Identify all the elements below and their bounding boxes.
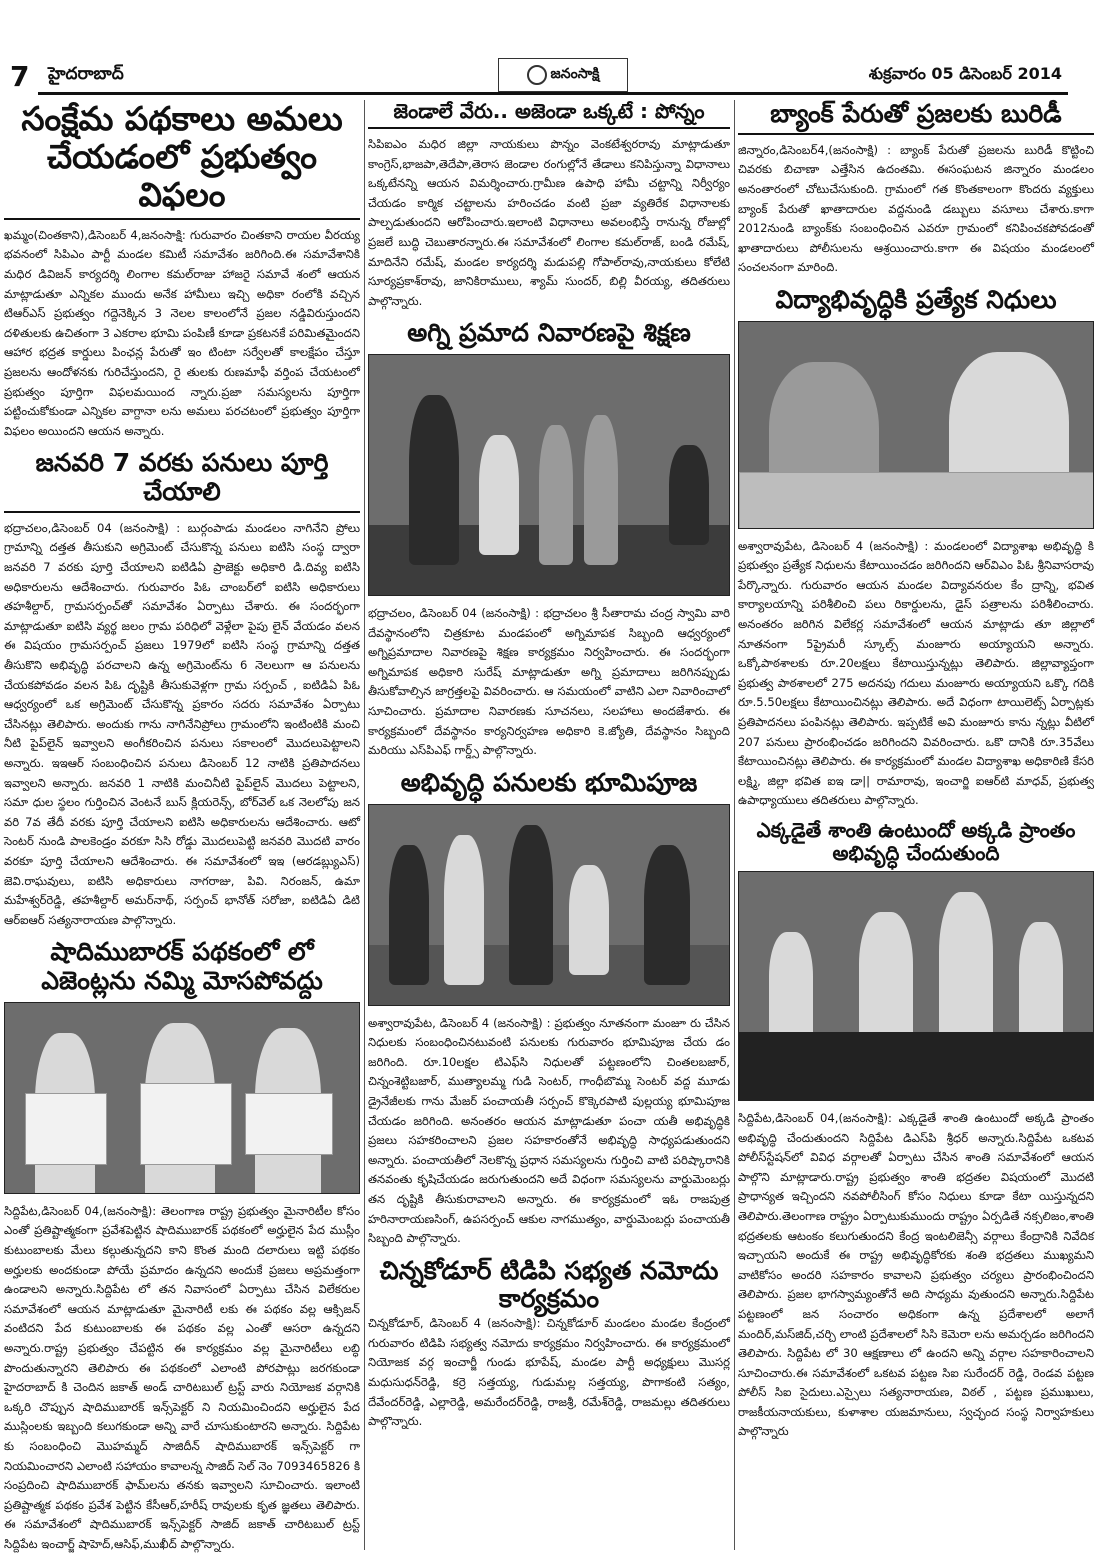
article-body: సిద్దిపేట,డిసెంబర్ 04,(జనంసాక్షి): ఎక్కడైతే శాంతి ఉంటుందో అక్కడి ప్రాంతం అభివృద్ధి చేందుతుందని సిద్దిపేట డిఎస్‌పి శ్రీధర్ అన్నారు.సిద్దిపేట ఒకటవ పోలీస్‌స్టేషన్‌లో వివిధ వర్గాలతో ఏర్పాటు చేసిన శాంతి సమావేశంలో ఆయన పాల్గొని మాట్లాడారు.రాష్ట్ర ప్రభుత్వం శాంతి భద్రతల విషయంలో మొదటి ప్రాధాన్యత ఇచ్చిందని నవపోలీసింగ్ కోసం నిధులు కూడా కేటా యిస్తున్నదని తెలిపారు.తెలంగాణ రాష్ట్రం ఏర్పాటుకుముందు రాష్ట్రం ఏర్పడితే నక్సలిజం,శాంతి భద్రతలకు ఆటంకం కలుగుతుందని కేంద్ర ఇంటలిజెన్సీ వర్గాలు కేంద్రానికి నివేదిక ఇచ్చాయని అందుకే ఈ రాష్ట్ర అభివృద్ధికోరకు శంతి భద్రతలు ముఖ్యమని వాటికోసం అందరి సహకారం కావాలని ప్రభుత్వం చర్యలు ప్రారంభించిందని తెలిపారు. ప్రజల భాగస్వామ్యంతోనే అది సాధ్యమ వుతుందని అన్నారు.సిద్దిపేట పట్టణంలో జన సంచారం అధికంగా ఉన్న ప్రదేశాలలో అలాగే మందిర్,మస్‌జిద్,చర్చి లాంటి ప్రదేశాలలో సిసి కెమెరా లను అమర్చడం జరిగిందని తెలిపారు. సిద్దిపేట లో 30 ఆక్షణాలు లో ఉందని అన్ని వర్గాల సహకారించాలని సూచించారు.ఈ సమావేశంలో ఒకటవ పట్టణ సిఐ సురేందర్ రెడ్డి, రెండవ పట్టణ పోలీస్ సిఐ సైదులు.ఎస్సైలు సత్యనారాయణ, విఠల్ , పట్టణ ప్రముఖులు, రాజకీయనాయకులు, కుళాశాల యజమానులు, స్వచ్ఛంద సంస్థ నిర్వాహకులు పాల్గొన్నారు bbox=[738, 1110, 1094, 1439]
article-photo bbox=[738, 871, 1094, 1101]
photo-figure bbox=[479, 435, 519, 555]
article-photo bbox=[4, 1002, 360, 1194]
article-photo bbox=[368, 804, 730, 1006]
article-body: చిన్నకోడూర్, డిసెంబర్ 4 (జనంసాక్షి): చిన్నకోడూర్ మండలం మండల కేంద్రంలో గురువారం టిడిపి సభ్యత్వ నమోదు కార్యక్రమం నిర్వహించారు. ఈ కార్యక్రమంలో నియోజక వర్గ ఇంచార్జీ గుండు భూపేష్, మండల పార్టీ అధ్యక్షులు మొసర్ల మధుసుధన్‌రెడ్డి, కర్రె సత్తయ్య, గుడుమల్ల సత్తయ్య, పొగాకంటి సత్యం, దేవేందర్‌రెడ్డి, ఎల్లారెడ్డి, అమరేందర్‌రెడ్డి, రాజశ్రీ, రమేశ్‌రెడ్డి, రాజమల్లు తదితరులు పాల్గొన్నారు. bbox=[368, 1316, 730, 1429]
photo-leaflet bbox=[245, 1093, 333, 1155]
column-left bbox=[4, 100, 360, 1563]
article-body: ఖమ్మం(చింతకాని),డిసెంబర్ 4,జనంసాక్షి: గురువారం చింతకాని రాయల వీరయ్య భవనంలో సిపిఎం పార్టీ మండల కమిటీ సమావేశం జరిగింది.ఈ సమావేశానికి మధిర డివిజన్ కార్యదర్శి లింగాల కమల్‌రాజు హాజరై సమావే శంలో ఆయన మాట్లాడుతూ ఎన్నికల ముందు అనేక హామీలు ఇచ్చి అధికా రంలోకి వచ్చిన టిఆర్‌ఎస్ ప్రభుత్వం గద్దెనెక్కిన 3 నెలల కాలంలోనే ప్రజల నడ్డివిరుస్తుందని దళితులకు ఉచితంగా 3 ఎకరాల భూమి పంపిణీ కూడా ప్రకటనకే పరిమితమైందని ఆహార భద్రత కార్డులు పింఛన్ల పేరుతో ఇం టింటా సర్వేలతో కాలక్షేపం చేస్తూ ప్రజలను ఆందోళనకు గురిచేస్తుందని, రై తులకు రుణమాఫీ వర్తింప చేయటంలో ప్రభుత్వం పూర్తిగా విఫలమయింద న్నారు.ప్రజా సమస్యలను పూర్తిగా పట్టించుకోకుండా ఎన్నికల వాగ్దానా లను అమలు పరచటంలో ప్రభుత్వం పూర్తిగా విఫలం అయిందని ఆయన అన్నారు. bbox=[4, 227, 360, 438]
photo-figure bbox=[669, 445, 709, 545]
photo-figure bbox=[409, 395, 459, 565]
article-headline: బ్యాంక్ పేరుతో ప్రజలకు బురిడీ bbox=[738, 100, 1094, 135]
article-headline: అభివృద్ధి పనులకు భూమిపూజ bbox=[400, 767, 698, 797]
article-headline: చిన్నకోడూర్ టిడిపి సభ్యత నమోదు కార్యక్రమం bbox=[379, 1255, 719, 1314]
article-body: సిద్దిపేట,డిసెంబర్ 04,(జనంసాక్షి): తెలంగాణ రాష్ట్ర ప్రభుత్వం మైనారిటీల కోసం ఎంతో ప్రతిష్టాత్మకంగా ప్రవేశపెట్టిన షాదిముబారక్ పథకంలో అర్హులైన పేద ముస్లీం కుటుంబాలకు మేలు కల్గుతున్నదని కాని కొంత మంది దలారులు ఇట్టి పథకం అర్హులకు అందకుండా పోయే ప్రమాదం ఉన్నదని అందుకే ప్రజలు అప్రమత్తంగా ఉండాలని అన్నారు.సిద్దిపేట లో తన నివాసంలో ఏర్పాటు చేసిన విలేకరుల సమావేశంలో ఆయన మాట్లాడుతూ మైనారిటీ లకు ఈ పథకం వల్ల ఆక్సిజన్ వంటిదని పేద కుటుంబాలకు ఈ పథకం వల్ల ఎంతో ఆసరా ఉన్నదని అన్నారు.రాష్ట్ర ప్రభుత్వం చేపట్టిన ఈ కార్యక్రమం వల్ల మైనారిటీలు లబ్ధి పొందుతున్నారని తెలిపారు ఈ పథకంలో ఎలాంటి పోరపాట్లు జరగకుండా హైదరాబాద్ కి చెందిన జకాత్ అండ్ చారిటబుల్ ట్రస్ట్ వారు నియోజక వర్గానికి ఒక్కరి చొప్పున షాదిముబారక్ ఇన్స్‌పెక్టర్ ని నియమించిందని అర్హులైన పేద ముస్లింలకు ఇబ్బంది కలుగకుండా అన్ని వారే చూసుకుంటారని అన్నారు. సిద్దిపేట కు సంబంధించి మొహమ్మద్ సాజిదీన్ షాదిముబారక్ ఇన్స్‌పెక్టర్ గా నియమించారని ఎలాంటి సహాయం కావాలన్న సాజిద్ సెల్ నెం 7093465826 కి సంప్రదించి షాదిముబారక్ ఫామ్‌లను తనకు ఇవ్వాలని సూచించారు. ఇలాంటి ప్రతిష్టాత్మక పథకం ప్రవేశ పెట్టిన కేసీఆర్,హరీష్ రావులకు కృత జ్ఞతలు తెలిపారు. ఈ సమావేశంలో షాదిముబారక్ ఇన్స్‌పెక్టర్ సాజిద్ జకాత్ చారిటబుల్ ట్రస్ట్ సిద్దిపేట ఇంచార్జ్ షాహెద్,ఆసిఫ్,ముఖీద్ పాల్గొన్నారు. bbox=[4, 1203, 360, 1551]
logo-emblem-icon bbox=[527, 65, 547, 85]
article-flags-differ bbox=[368, 100, 730, 311]
column-middle bbox=[368, 100, 730, 1440]
page-number: 7 bbox=[10, 60, 30, 93]
photo-figure bbox=[444, 835, 484, 985]
photo-figure bbox=[859, 912, 913, 1042]
article-body: అశ్వారావుపేట, డిసెంబర్ 4 (జనంసాక్షి) : ప్రభుత్వం నూతనంగా మంజూ రు చేసిన నిధులకు సంబంధించినటువంటి పనులకు గురువారం భూమిపూజ చేయ డం జరిగింది. రూ.10లక్షల టిఎఫ్‌సి నిధులతో పట్టణంలోని చింతలబజార్, చిన్నంశెట్టిబజార్, ముత్యాలమ్మ గుడి సెంటర్, గాంధీబొమ్మ సెంటర్ వద్ద మూడు డ్రైనేజీలకు గాను మేజర్ పంచాయతీ సర్పంచ్ కొక్కెరపాటి పుల్లయ్య భూమిపూజ చేయడం జరిగింది. అనంతరం ఆయన మాట్లాడుతూ పంచా యతీ అభివృద్ధికి ప్రజలు సహకరించాలని ప్రజల సహకారంతోనే అభివృద్ధి సాధ్యపడుతుందని అన్నారు. పంచాయతీలో నెలకొన్న ప్రధాన సమస్యలను గుర్తించి వాటి పరిష్కారానికి తనవంతు కృషిచేయడం జరుగుతుందని అదే విధంగా సమస్యలను వార్డుమెంబర్లు తన దృష్టికి తీసుకురావాలని అన్నారు. ఈ కార్యక్రమంలో ఇఓ రాజపుత్ర హరినారాయణసింగ్, ఉపసర్పంచ్ ఆకుల నాగముత్యం, వార్డుమెంబర్లు పంచాయతీ సిబ్బంది పాల్గొన్నారు. bbox=[368, 1015, 730, 1246]
article-welfare-schemes bbox=[4, 100, 360, 441]
article-body: సిపిఐఎం మధిర జిల్లా నాయకులు పొన్నం వెంకటేశ్వరరావు మాట్లాడుతూ కాంగ్రెస్,భాజపా,తెదేపా,తెరాస జెండాల రంగుల్లోనే తేడాలు కనిపిస్తున్నా విధానాలు ఒక్కటేనన్ని ఆయన విమర్శించారు.గ్రామీణ ఉపాధి హామీ చట్టాన్ని నిర్వీర్యం చేయడం కార్మిక చట్టాలను హరించడం వంటి ప్రజా వ్యతిరేక విధానాలకు పాల్పడుతుందని ఆరోపించారు.ఇలాంటి విధానాలు అవలంభిస్తే రానున్న రోజుల్లో ప్రజలే బుద్ధి చెబుతారన్నారు.ఈ సమావేశంలో లింగాల కమల్‌రాజ్, బండి రమేష్, మాదినేని రమేష్, మండల కార్యదర్శి మడుపల్లి గోపాల్‌రావు,నాయకులు కోలేటి సూర్యప్రకాశ్‌రావు, జానికిరాములు, శ్యామ్ సుందర్, బిల్లి వీరయ్య, తదితరులు పాల్గొన్నారు. bbox=[368, 137, 730, 308]
edition-city: హైదరాబాద్ bbox=[48, 64, 124, 84]
article-headline: అగ్ని ప్రమాద నివారణపై శిక్షణ bbox=[407, 318, 691, 348]
photo-table bbox=[739, 472, 1094, 529]
article-headline: జెండాలే వేరు.. అజెండా ఒక్కటే : పోన్నం bbox=[368, 100, 730, 129]
article-body: భద్రాచలం,డిసెంబర్ 04 (జనంసాక్షి) : బుర్గంపాడు మండలం నాగినేని ప్రోలు గ్రామాన్ని దత్తత తీసుకుని అగ్రిమెంట్ చేసుకొన్న పనులు ఐటిసి సంస్థ ద్వారా జనవరి 7 వరకు పూర్తి చేయాలని ఐటిడిఏ ప్రాజెక్టు అధికారి డి.దివ్య ఐటిసి అధికారులను ఆదేశించారు. గురువారం పిఓ చాంబర్‌లో ఐటిసి అధికారులు తహశీల్దార్, గ్రామసర్పంచ్‌తో సమావేశం ఏర్పాటు చేశారు. ఈ సందర్భంగా మాట్లాడుతూ ఐటిసి వ్యర్థ జలం గ్రామ పరిధిలో వెళ్లేలా పైపు లైన్ వేయడం వలన ఈ విషయం గ్రామసర్పంచ్ ప్రజలు 1979లో ఐటిసి సంస్థ గ్రామాన్ని దత్తత తీసుకొని అభివృద్ధి పరచాలని ఉన్న అగ్రిమెంట్‌ను 6 నెలలుగా ఆ పనులను చేయకపోవడం వలన పిఓ దృష్టికి తీసుకువెళ్లగా గ్రామ సర్పంచ్ , ఐటిడిఏ పిఓ ఆధ్వర్యంలో ఒక అగ్రిమెంట్ చేసుకొన్న ప్రకారం సదరు సమావేశం ఏర్పాటు చేసినట్లు తెలిపారు. అందుకు గాను నాగినేనిప్రోలు గ్రామంలోని ఇంటింటికి మంచి నీటి పైప్‌లైన్ ఇవ్వాలని అంగీకరించిన పనులు సకాలంలో మొదలుపెట్టాలని అన్నారు. ఇఇఆర్ సంబంధించిన పనులు డిసెంబర్ 12 నాటికి ప్రతిపాదనలు ఇవ్వాలని అన్నారు. జనవరి 1 నాటికి మంచినీటి పైప్‌లైన్ మొదలు పెట్టాలని, సమా ధుల స్థలం గుర్తించిన వెంటనే బుస్ క్లియరెన్స్, బోర్‌వెల్ ఒక నెలలోపు జన వరి 7వ తేదీ వరకు పూర్తి చేయాలని ఐటిసి అధికారులను ఆదేశించారు. ఆటో సెంటర్ నుండి పాలకెండ్రం వరకూ సిసి రోడ్డు మొదలుపెట్టి జనవరి మొదటి వారం వరకూ పూర్తి చేయాలని ఆదేశించారు. ఈ సమావేశంలో ఇఇ (ఆరడబ్ల్యుఎస్) జెవి.రాఘవులు, ఐటిసి అధికారులు నాగరాజు, పివి. నిరంజన్, ఉమా మహేశ్వర్‌రెడ్డి, తహశీల్దార్ అమర్‌నాథ్, సర్పంచ్ భానోత్ సరోజా, ఐటిడిఏ డిటి ఆర్‌ఐఆర్ సత్యనారాయణ పాల్గొన్నారు. bbox=[4, 520, 360, 927]
photo-figure bbox=[539, 425, 573, 565]
article-headline: విద్యాభివృద్ధికి ప్రత్యేక నిధులు bbox=[775, 284, 1057, 314]
photo-figure bbox=[389, 845, 429, 985]
newspaper-logo bbox=[498, 58, 628, 92]
article-peace-meeting bbox=[738, 819, 1094, 1442]
column-divider bbox=[364, 100, 365, 1550]
article-headline: ఎక్కడైతే శాంతి ఉంటుందో అక్కడి ప్రాంతం అభివృద్ధి చేందుతుంది bbox=[756, 817, 1076, 865]
issue-date: శుక్రవారం 05 డిసెంబర్ 2014 bbox=[868, 64, 1062, 83]
article-body: జిన్నారం,డిసెంబర్4,(జనంసాక్షి) : బ్యాంక్ పేరుతో ప్రజలను బురిడీ కొట్టించి చివరకు బిచాణా ఎత్తేసిన ఉదంతమి. ఈసంఘటన జిన్నారం మండలం అనంతారంలో చోటుచేసుకుంది. గ్రామంలో గత కొంతకాలంగా కొందరు వ్యక్తులు బ్యాంక్ పేరుతో ఖాతాదారుల వద్దనుండి డబ్బులు వసూలు చేశారు.కాగా 2012నుండి బ్యాంక్‌కు సంబంధించిన ఎవరూ గ్రామంలో కనిపించకపోవడంతో ఖాతాదారులు పోలీసులను ఆశ్రయించారు.కాగా ఈ విషయం మండలంలో సంచలనంగా మారింది. bbox=[738, 142, 1094, 275]
photo-table bbox=[739, 1032, 1094, 1100]
photo-figure bbox=[939, 892, 993, 1042]
photo-figure bbox=[644, 845, 690, 985]
article-fire-training bbox=[368, 319, 730, 761]
photo-figure bbox=[584, 415, 618, 565]
photo-figure bbox=[569, 865, 609, 975]
article-photo bbox=[738, 321, 1094, 529]
logo-text: జనంసాక్షి bbox=[550, 65, 600, 82]
photo-leaflet bbox=[25, 1093, 107, 1165]
article-body: భద్రాచలం, డిసెంబర్ 04 (జనంసాక్షి) : భద్రాచలం శ్రీ సీతారామ చంద్ర స్వామి వారి దేవస్థానంలోని చిత్రకూట మండపంలో అగ్నిమాపక సిబ్బంది ఆధ్వర్యంలో అగ్నిప్రమాదాల నివారణపై శిక్షణ కార్యక్రమం నిర్వహించారు. ఈ సందర్భంగా అగ్నిమాపక అధికారి సురేష్ మాట్లాడుతూ అగ్ని ప్రమాదాలు జరిగినప్పుడు తీసుకోవాల్సిన జాగ్రత్తలపై వివరించారు. ఆ సమయంలో వాటిని ఎలా నివారించాలో సూచించారు. ప్రమాదాల నివారణకు సూచనలు, సలహాలు అందజేశారు. ఈ కార్యక్రమంలో దేవస్థానం కార్యనిర్వహణ అధికారి కె.జ్యోతి, దేవస్థానం సిబ్బంది మరియు ఎస్‌పిఎఫ్ గార్డ్స్ పాల్గొన్నారు. bbox=[368, 606, 730, 758]
article-bank-fraud bbox=[738, 100, 1094, 278]
article-works-deadline bbox=[4, 449, 360, 930]
article-headline: సంక్షేమ పథకాలు అమలు చేయడంలో ప్రభుత్వం విఫలం bbox=[4, 100, 360, 220]
column-divider bbox=[734, 100, 735, 1550]
article-headline: జనవరి 7 వరకు పనులు పూర్తి చేయాలి bbox=[4, 449, 360, 513]
article-education-funds bbox=[738, 286, 1094, 811]
article-body: అశ్వారావుపేట, డిసెంబర్ 4 (జనంసాక్షి) : మండలంలో విద్యాశాఖ అభివృద్ధి కి ప్రభుత్వం ప్రత్యేక నిధులను కేటాయించడం జరిగిందని ఆర్‌విఎం పిఓ శ్రీనివాసరావు పేర్కొన్నారు. గురువారం ఆయన మండల విద్యావనరుల కేం ద్రాన్ని, భవిత కార్యాలయాన్ని పరిశీలించి పలు రికార్డులను, డైస్ పత్రాలను పరిశీలించారు. అనంతరం జరిగిన విలేకర్ల సమావేశంలో ఆయన మాట్లాడు తూ జిల్లాలో నూతనంగా 5ప్రైమరీ స్కూల్స్ మంజూరు అయ్యాయని అన్నారు. ఒక్కోపాఠశాలకు రూ.20లక్షలు కేటాయిస్తున్నట్లు తెలిపారు. జిల్లావ్యాప్తంగా ప్రభుత్వ పాఠశాలలో 275 అదనపు గదులు మంజూరు అయ్యాయని ఒక్కొ గదికి రూ.5.50లక్షలు కేటాయించినట్లు తెలిపారు. అదే విధంగా టాయిలెట్స్ ఏర్పాట్లకు ప్రతిపాదనలు పంపినట్లు తెలిపారు. ఇప్పటికే అవి మంజూరు కాను న్నట్లు వీటిలో 207 పనులు ప్రారంభించడం జరిగిందని వివరించారు. ఒకొ దానికి రూ.35వేలు కేటాయించినట్లు తెలిపారు. ఈ కార్యక్రమంలో మండల విద్యాశాఖ అధికారిణి కేసరి లక్ష్మి, జిల్లా భవిత ఐఇ డా|| రామారావు, ఇంచార్జి ఐఆర్‌టి మాధవ్, ప్రభుత్వ ఉపాధ్యాయులు తదితరులు పాల్గొన్నారు. bbox=[738, 538, 1094, 808]
photo-leaflet bbox=[140, 1083, 232, 1165]
photo-figure bbox=[1019, 922, 1063, 1042]
article-photo bbox=[368, 354, 730, 596]
article-headline: షాదిముబారక్ పథకంలో లో ఎజెంట్లను నమ్మి మోసపోవద్దు bbox=[41, 937, 323, 996]
column-right bbox=[738, 100, 1094, 1450]
article-shadi-mubarak bbox=[4, 938, 360, 1554]
article-bhoomi-pooja bbox=[368, 769, 730, 1249]
photo-figure bbox=[769, 932, 813, 1042]
photo-figure bbox=[509, 825, 553, 985]
masthead-rule bbox=[38, 92, 1068, 95]
article-tdp-membership bbox=[368, 1257, 730, 1432]
masthead bbox=[0, 0, 1100, 96]
